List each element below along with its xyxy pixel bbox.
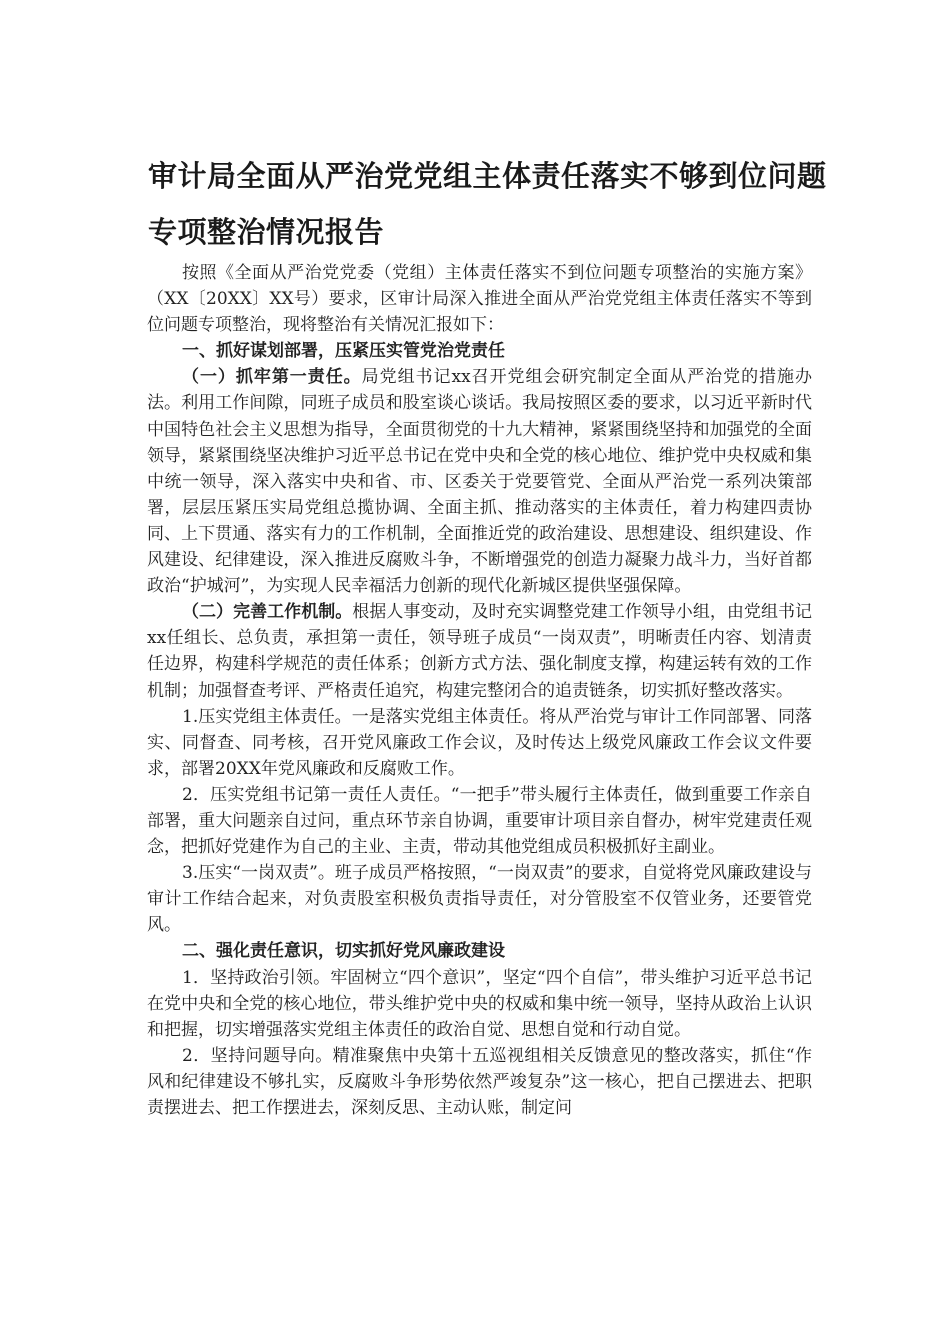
- paragraph-lead: （二）完善工作机制。: [182, 602, 353, 623]
- section-2-heading: 二、强化责任意识，切实抓好党风廉政建设: [182, 941, 505, 962]
- paragraph-lead: （一）抓牢第一责任。: [182, 367, 362, 388]
- intro-paragraph: 按照《全面从严治党党委（党组）主体责任落实不到位问题专项整治的实施方案》（XX〔20XX〕XX号）要求，区审计局深入推进全面从严治党党组主体责任落实不等到位问题专项整治，现将整治有关情况汇报如下：: [147, 263, 812, 336]
- section-1-item-2: 2．压实党组书记第一责任人责任。“一把手”带头履行主体责任，做到重要工作亲自部署，重大问题亲自过问，重点环节亲自协调，重要审计项目亲自督办，树牢党建责任观念，把抓好党建作为自己的主业、主责，带动其他党组成员积极抓好主副业。: [147, 784, 812, 858]
- section-1-paragraph-2: [147, 599, 812, 703]
- section-1-item-3: 3.压实“一岗双责”。班子成员严格按照，“一岗双责”的要求，自觉将党风廉政建设与审计工作结合起来，对负责股室积极负责指导责任，对分管股室不仅管业务，还要管党风。: [147, 863, 812, 936]
- document-body: [147, 260, 812, 1121]
- paragraph-text: 局党组书记xx召开党组会研究制定全面从严治党的措施办法。利用工作间隙，同班子成员和股室谈心谈话。我局按照区委的要求，以习近平新时代中国特色社会主义思想为指导，全面贯彻党的十九大精神，紧紧围绕坚持和加强党的全面领导，紧紧围绕坚决维护习近平总书记在党中央和全党的核心地位、维护党中央权威和集中统一领导，深入落实中央和省、市、区委关于党要管党、全面从严治党一系列决策部署，层层压紧压实局党组总揽协调、全面主抓、推动落实的主体责任，着力构建四责协同、上下贯通、落实有力的工作机制，全面推近党的政治建设、思想建设、组织建设、作风建设、纪律建设，深入推进反腐败斗争，不断增强党的创造力凝聚力战斗力，当好首都政治“护城河”，为实现人民幸福活力创新的现代化新城区提供坚强保障。: [147, 367, 812, 597]
- section-1-paragraph-1: [147, 364, 812, 599]
- title-line-1: 审计局全面从严治党党组主体责任落实不够到位问题: [148, 159, 827, 193]
- document-title: [148, 148, 828, 260]
- section-1-heading: 一、抓好谋划部署，压紧压实管党治党责任: [182, 341, 505, 362]
- paragraph-text: 根据人事变动，及时充实调整党建工作领导小组，由党组书记xx任组长、总负责，承担第一责任，领导班子成员“一岗双责”，明晰责任内容、划清责任边界，构建科学规范的责任体系；创新方式方法、强化制度支撑，构建运转有效的工作机制；加强督查考评、严格责任追究，构建完整闭合的追责链条，切实抓好整改落实。: [147, 602, 813, 701]
- title-line-2: 专项整治情况报告: [148, 215, 385, 249]
- section-2-item-1: 1．坚持政治引领。牢固树立“四个意识”，坚定“四个自信”，带头维护习近平总书记在党中央和全党的核心地位，带头维护党中央的权威和集中统一领导，坚持从政治上认识和把握，切实增强落实党组主体责任的政治自觉、思想自觉和行动自觉。: [147, 967, 812, 1040]
- section-1-item-1: 1.压实党组主体责任。一是落实党组主体责任。将从严治党与审计工作同部署、同落实、同督查、同考核，召开党风廉政工作会议，及时传达上级党风廉政工作会议文件要求，部署20XX年党风廉政和反腐败工作。: [147, 706, 812, 779]
- section-2-item-2: 2．坚持问题导向。精准聚焦中央第十五巡视组相关反馈意见的整改落实，抓住“作风和纪律建设不够扎实，反腐败斗争形势依然严竣复杂”这一核心，把自己摆进去、把职责摆进去、把工作摆进去，深刻反思、主动认账，制定问: [147, 1045, 812, 1118]
